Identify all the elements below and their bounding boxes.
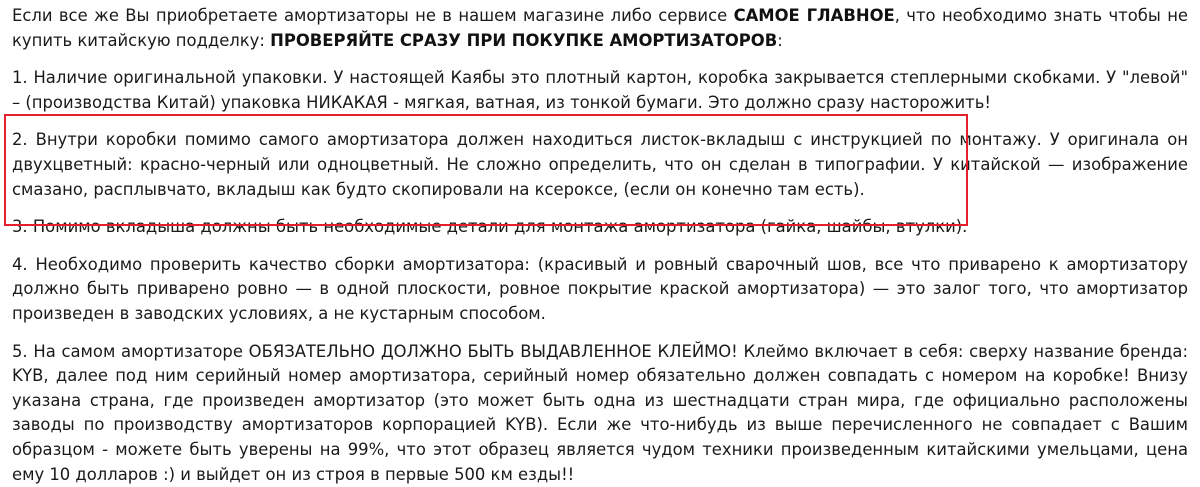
list-item-3: 3. Помимо вкладыша должны быть необходимые детали для монтажа амортизатора (гайка, шайбы, втулки). [12,217,968,237]
intro-text-after: : [777,30,783,50]
intro-paragraph [12,4,1188,53]
list-item-2: 2. Внутри коробки помимо самого амортизатора должен находиться листок-вкладыш с инструкцией по монтажу. У оригинала он двухцветный: красно-черный или одноцветный. Не сложно определить, что он сделан в типографии. У китайской — изображение смазано, расплывчато, вкладыш как будто скопировали на ксероксе, (если он конечно там есть). [12,130,1188,199]
intro-emphasis-main: САМОЕ ГЛАВНОЕ [733,6,895,25]
intro-emphasis-check: ПРОВЕРЯЙТЕ СРАЗУ ПРИ ПОКУПКЕ АМОРТИЗАТОРОВ [270,30,778,50]
intro-text-before: Если все же Вы приобретаете амортизаторы не в нашем магазине либо сервисе [12,6,734,25]
list-item-1: 1. Наличие оригинальной упаковки. У настоящей Каябы это плотный картон, коробка закрывается степлерными скобками. У "левой" – (производства Китай) упаковка НИКАКАЯ - мягкая, ватная, из тонкой бумаги. Это должно сразу насторожить! [12,68,1188,112]
list-item-5: 5. На самом амортизаторе ОБЯЗАТЕЛЬНО ДОЛЖНО БЫТЬ ВЫДАВЛЕННОЕ КЛЕЙМО! Клеймо включает в себя: сверху название бренда: KYB, далее под ним серийный номер амортизатора, серийный номер обязательно должен совпадать с номером на коробке! Внизу указана страна, где произведен амортизатор (это может быть одна из шестнадцати стран мира, где официально расположены заводы по производству амортизаторов корпорацией KYB). Если же что-нибудь из выше перечисленного не совпадает с Вашим образцом - можете быть уверены на 99%, что этот образец является чудом техники произведенным китайскими умельцами, цена ему 10 долларов :) и выйдет он из строя в первые 500 км езды!! [12,341,1188,484]
article-body [12,4,1188,487]
list-item-4: 4. Необходимо проверить качество сборки амортизатора: (красивый и ровный сварочный шов, все что приварено к амортизатору должно быть приварено ровно — в одной плоскости, ровное покрытие краской амортизатора) — это залог того, что амортизатор произведен в заводских условиях, а не кустарным способом. [12,254,1188,323]
intro-text-middle: , что необходимо знать чтобы не купить китайскую подделку: [12,6,1188,50]
